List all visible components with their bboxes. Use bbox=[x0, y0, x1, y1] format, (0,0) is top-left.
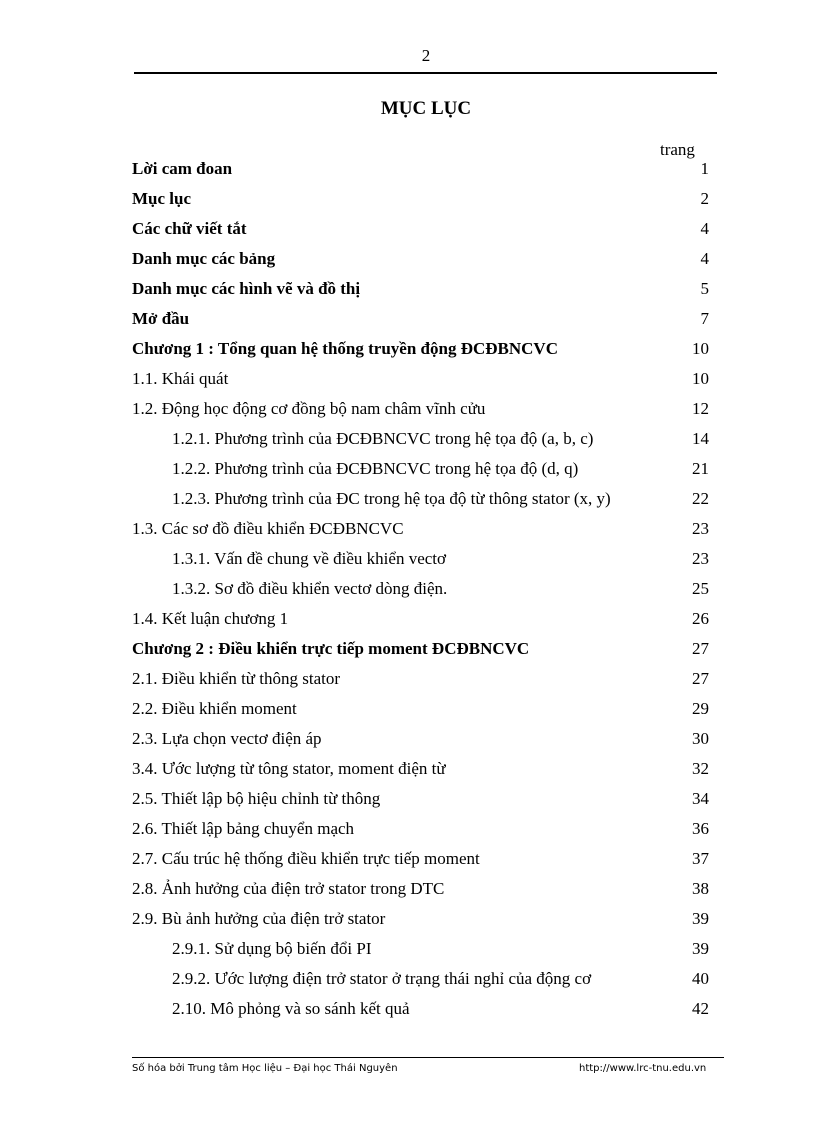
page-column-label: trang bbox=[660, 140, 695, 159]
toc-entry-label: 1.1. Khái quát bbox=[132, 369, 229, 388]
toc-entry bbox=[0, 875, 816, 905]
toc-entry-page: 10 bbox=[692, 369, 709, 388]
toc-entry-page: 21 bbox=[692, 459, 709, 478]
toc-entry-page: 7 bbox=[700, 309, 709, 328]
toc-entry-label: Danh mục các bảng bbox=[132, 249, 276, 268]
toc-entry-label: Danh mục các hình vẽ và đồ thị bbox=[132, 279, 361, 298]
toc-entry-page: 12 bbox=[692, 399, 709, 418]
toc-entry-page: 27 bbox=[692, 639, 709, 658]
toc-entry bbox=[0, 215, 816, 245]
toc-entry-label: 2.2. Điều khiển moment bbox=[132, 699, 297, 718]
toc-entry-page: 2 bbox=[700, 189, 709, 208]
toc-list bbox=[0, 155, 816, 1025]
toc-entry-page: 22 bbox=[692, 489, 709, 508]
toc-entry bbox=[0, 755, 816, 785]
toc-entry bbox=[0, 965, 816, 995]
toc-entry bbox=[0, 425, 816, 455]
footer-rule bbox=[132, 1057, 724, 1058]
toc-entry-label: 2.9.2. Ước lượng điện trở stator ở trạng thái nghỉ của động cơ bbox=[172, 969, 592, 988]
toc-entry-page: 5 bbox=[700, 279, 709, 298]
toc-entry-label: 2.1. Điều khiển từ thông stator bbox=[132, 669, 340, 688]
toc-entry bbox=[0, 275, 816, 305]
toc-entry bbox=[0, 455, 816, 485]
toc-entry bbox=[0, 575, 816, 605]
toc-entry-page: 38 bbox=[692, 879, 709, 898]
toc-entry bbox=[0, 635, 816, 665]
toc-entry-page: 37 bbox=[692, 849, 709, 868]
toc-entry-page: 23 bbox=[692, 519, 709, 538]
toc-entry-page: 32 bbox=[692, 759, 709, 778]
toc-entry bbox=[0, 515, 816, 545]
toc-entry bbox=[0, 335, 816, 365]
toc-entry-label: 1.2.3. Phương trình của ĐC trong hệ tọa độ từ thông stator (x, y) bbox=[172, 489, 611, 508]
toc-entry bbox=[0, 695, 816, 725]
toc-entry-page: 4 bbox=[700, 219, 709, 238]
toc-entry-label: 2.6. Thiết lập bảng chuyển mạch bbox=[132, 819, 355, 838]
toc-entry-label: 2.10. Mô phỏng và so sánh kết quả bbox=[172, 999, 410, 1018]
toc-entry-label: 1.2. Động học động cơ đồng bộ nam châm vĩnh cửu bbox=[132, 399, 486, 418]
toc-entry-page: 14 bbox=[692, 429, 709, 448]
footer-url: http://www.lrc-tnu.edu.vn bbox=[579, 1063, 707, 1074]
toc-entry bbox=[0, 905, 816, 935]
toc-entry-label: Chương 1 : Tổng quan hệ thống truyền động ĐCĐBNCVC bbox=[132, 339, 558, 358]
toc-entry-label: 2.9.1. Sử dụng bộ biến đổi PI bbox=[172, 939, 372, 958]
toc-entry bbox=[0, 485, 816, 515]
toc-entry-page: 1 bbox=[700, 159, 709, 178]
toc-entry-label: 2.5. Thiết lập bộ hiệu chỉnh từ thông bbox=[132, 789, 381, 808]
toc-entry-page: 42 bbox=[692, 999, 709, 1018]
toc-entry-page: 30 bbox=[692, 729, 709, 748]
toc-entry bbox=[0, 815, 816, 845]
toc-entry bbox=[0, 785, 816, 815]
toc-entry-label: Chương 2 : Điều khiển trực tiếp moment ĐCĐBNCVC bbox=[132, 639, 530, 658]
footer-left-text: Số hóa bởi Trung tâm Học liệu – Đại học Thái Nguyên bbox=[132, 1063, 398, 1074]
toc-entry-label: 1.3.2. Sơ đồ điều khiển vectơ dòng điện. bbox=[172, 579, 448, 598]
toc-entry bbox=[0, 365, 816, 395]
toc-entry-page: 4 bbox=[700, 249, 709, 268]
toc-entry bbox=[0, 665, 816, 695]
toc-entry-label: Mở đầu bbox=[132, 309, 190, 328]
toc-entry-label: Lời cam đoan bbox=[132, 159, 233, 178]
toc-entry-page: 25 bbox=[692, 579, 709, 598]
toc-entry-page: 29 bbox=[692, 699, 709, 718]
toc-entry bbox=[0, 605, 816, 635]
toc-entry-label: 3.4. Ước lượng từ tông stator, moment điện từ bbox=[132, 759, 446, 778]
toc-entry-page: 39 bbox=[692, 939, 709, 958]
toc-entry bbox=[0, 725, 816, 755]
toc-entry-page: 34 bbox=[692, 789, 709, 808]
toc-entry-page: 36 bbox=[692, 819, 709, 838]
toc-entry bbox=[0, 395, 816, 425]
toc-entry bbox=[0, 155, 816, 185]
toc-entry bbox=[0, 545, 816, 575]
toc-entry-label: 1.2.2. Phương trình của ĐCĐBNCVC trong hệ tọa độ (d, q) bbox=[172, 459, 579, 478]
toc-entry-page: 10 bbox=[692, 339, 709, 358]
toc-entry bbox=[0, 935, 816, 965]
toc-entry bbox=[0, 185, 816, 215]
toc-title: MỤC LỤC bbox=[380, 98, 472, 119]
toc-entry-label: Mục lục bbox=[132, 189, 192, 208]
toc-entry bbox=[0, 995, 816, 1025]
toc-entry-label: Các chữ viết tắt bbox=[132, 219, 247, 238]
toc-entry-label: 1.4. Kết luận chương 1 bbox=[132, 609, 289, 628]
toc-entry bbox=[0, 245, 816, 275]
toc-entry-label: 2.8. Ảnh hưởng của điện trở stator trong DTC bbox=[132, 879, 445, 898]
toc-entry-page: 27 bbox=[692, 669, 709, 688]
toc-entry bbox=[0, 305, 816, 335]
header-rule bbox=[134, 72, 717, 74]
toc-entry-page: 23 bbox=[692, 549, 709, 568]
toc-entry-label: 2.3. Lựa chọn vectơ điện áp bbox=[132, 729, 322, 748]
toc-entry-page: 39 bbox=[692, 909, 709, 928]
toc-entry-label: 1.2.1. Phương trình của ĐCĐBNCVC trong hệ tọa độ (a, b, c) bbox=[172, 429, 594, 448]
toc-entry-page: 40 bbox=[692, 969, 709, 988]
toc-entry-label: 2.7. Cấu trúc hệ thống điều khiển trực tiếp moment bbox=[132, 849, 480, 868]
toc-entry bbox=[0, 845, 816, 875]
toc-entry-label: 1.3.1. Vấn đề chung về điều khiển vectơ bbox=[172, 549, 446, 568]
toc-entry-label: 2.9. Bù ảnh hưởng của điện trở stator bbox=[132, 909, 386, 928]
toc-entry-page: 26 bbox=[692, 609, 709, 628]
toc-entry-label: 1.3. Các sơ đồ điều khiển ĐCĐBNCVC bbox=[132, 519, 404, 538]
page-number: 2 bbox=[421, 46, 431, 65]
